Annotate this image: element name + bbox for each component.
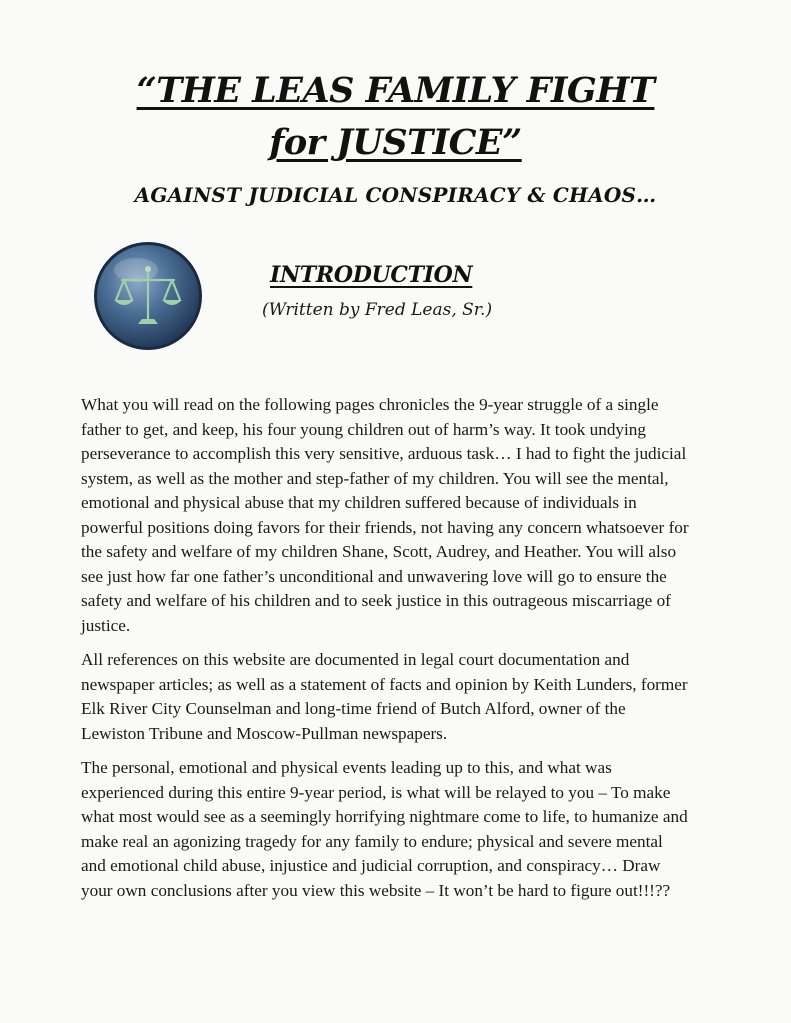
paragraph-3: The personal, emotional and physical events leading up to this, and what was experienced during this entire 9-year period, is what will be relayed to you – To make what most would see as a seemingly horrifying nightmare come to life, to humanize and make real an agonizing tragedy for any family to endure; physical and severe mental and emotional child abuse, injustice and judicial corruption, and conspiracy… Draw your own conclusions after you view this website – It won’t be hard to figure out!!!?? (81, 758, 688, 900)
body-text (81, 393, 689, 913)
title-line-2: for JUSTICE” (269, 122, 522, 163)
subtitle: AGAINST JUDICIAL CONSPIRACY & CHAOS… (134, 183, 657, 207)
byline: (Written by Fred Leas, Sr.) (262, 300, 493, 320)
paragraph-1: What you will read on the following pages chronicles the 9-year struggle of a single father to get, and keep, his four young children out of harm’s way. It took undying perseverance to accomplish this very sensitive, arduous task… I had to fight the judicial system, as well as the mother and step-father of my children. You will see the mental, emotional and physical abuse that my children suffered because of individuals in powerful positions doing favors for their friends, not having any concern whatsoever for the safety and welfare of my children Shane, Scott, Audrey, and Heather. You will also see just how far one father’s unconditional and unwavering love will go to ensure the safety and welfare of his children and to seek justice in this outrageous miscarriage of justice. (81, 395, 689, 635)
title-line-1: “THE LEAS FAMILY FIGHT (136, 70, 655, 111)
section-heading: INTRODUCTION (270, 262, 473, 288)
paragraph-2: All references on this website are documented in legal court documentation and newspaper articles; as well as a statement of facts and opinion by Keith Lunders, former Elk River City Counselman and long-time friend of Butch Alford, owner of the Lewiston Tribune and Moscow-Pullman newspapers. (81, 650, 688, 743)
scales-of-justice-icon (92, 240, 204, 352)
